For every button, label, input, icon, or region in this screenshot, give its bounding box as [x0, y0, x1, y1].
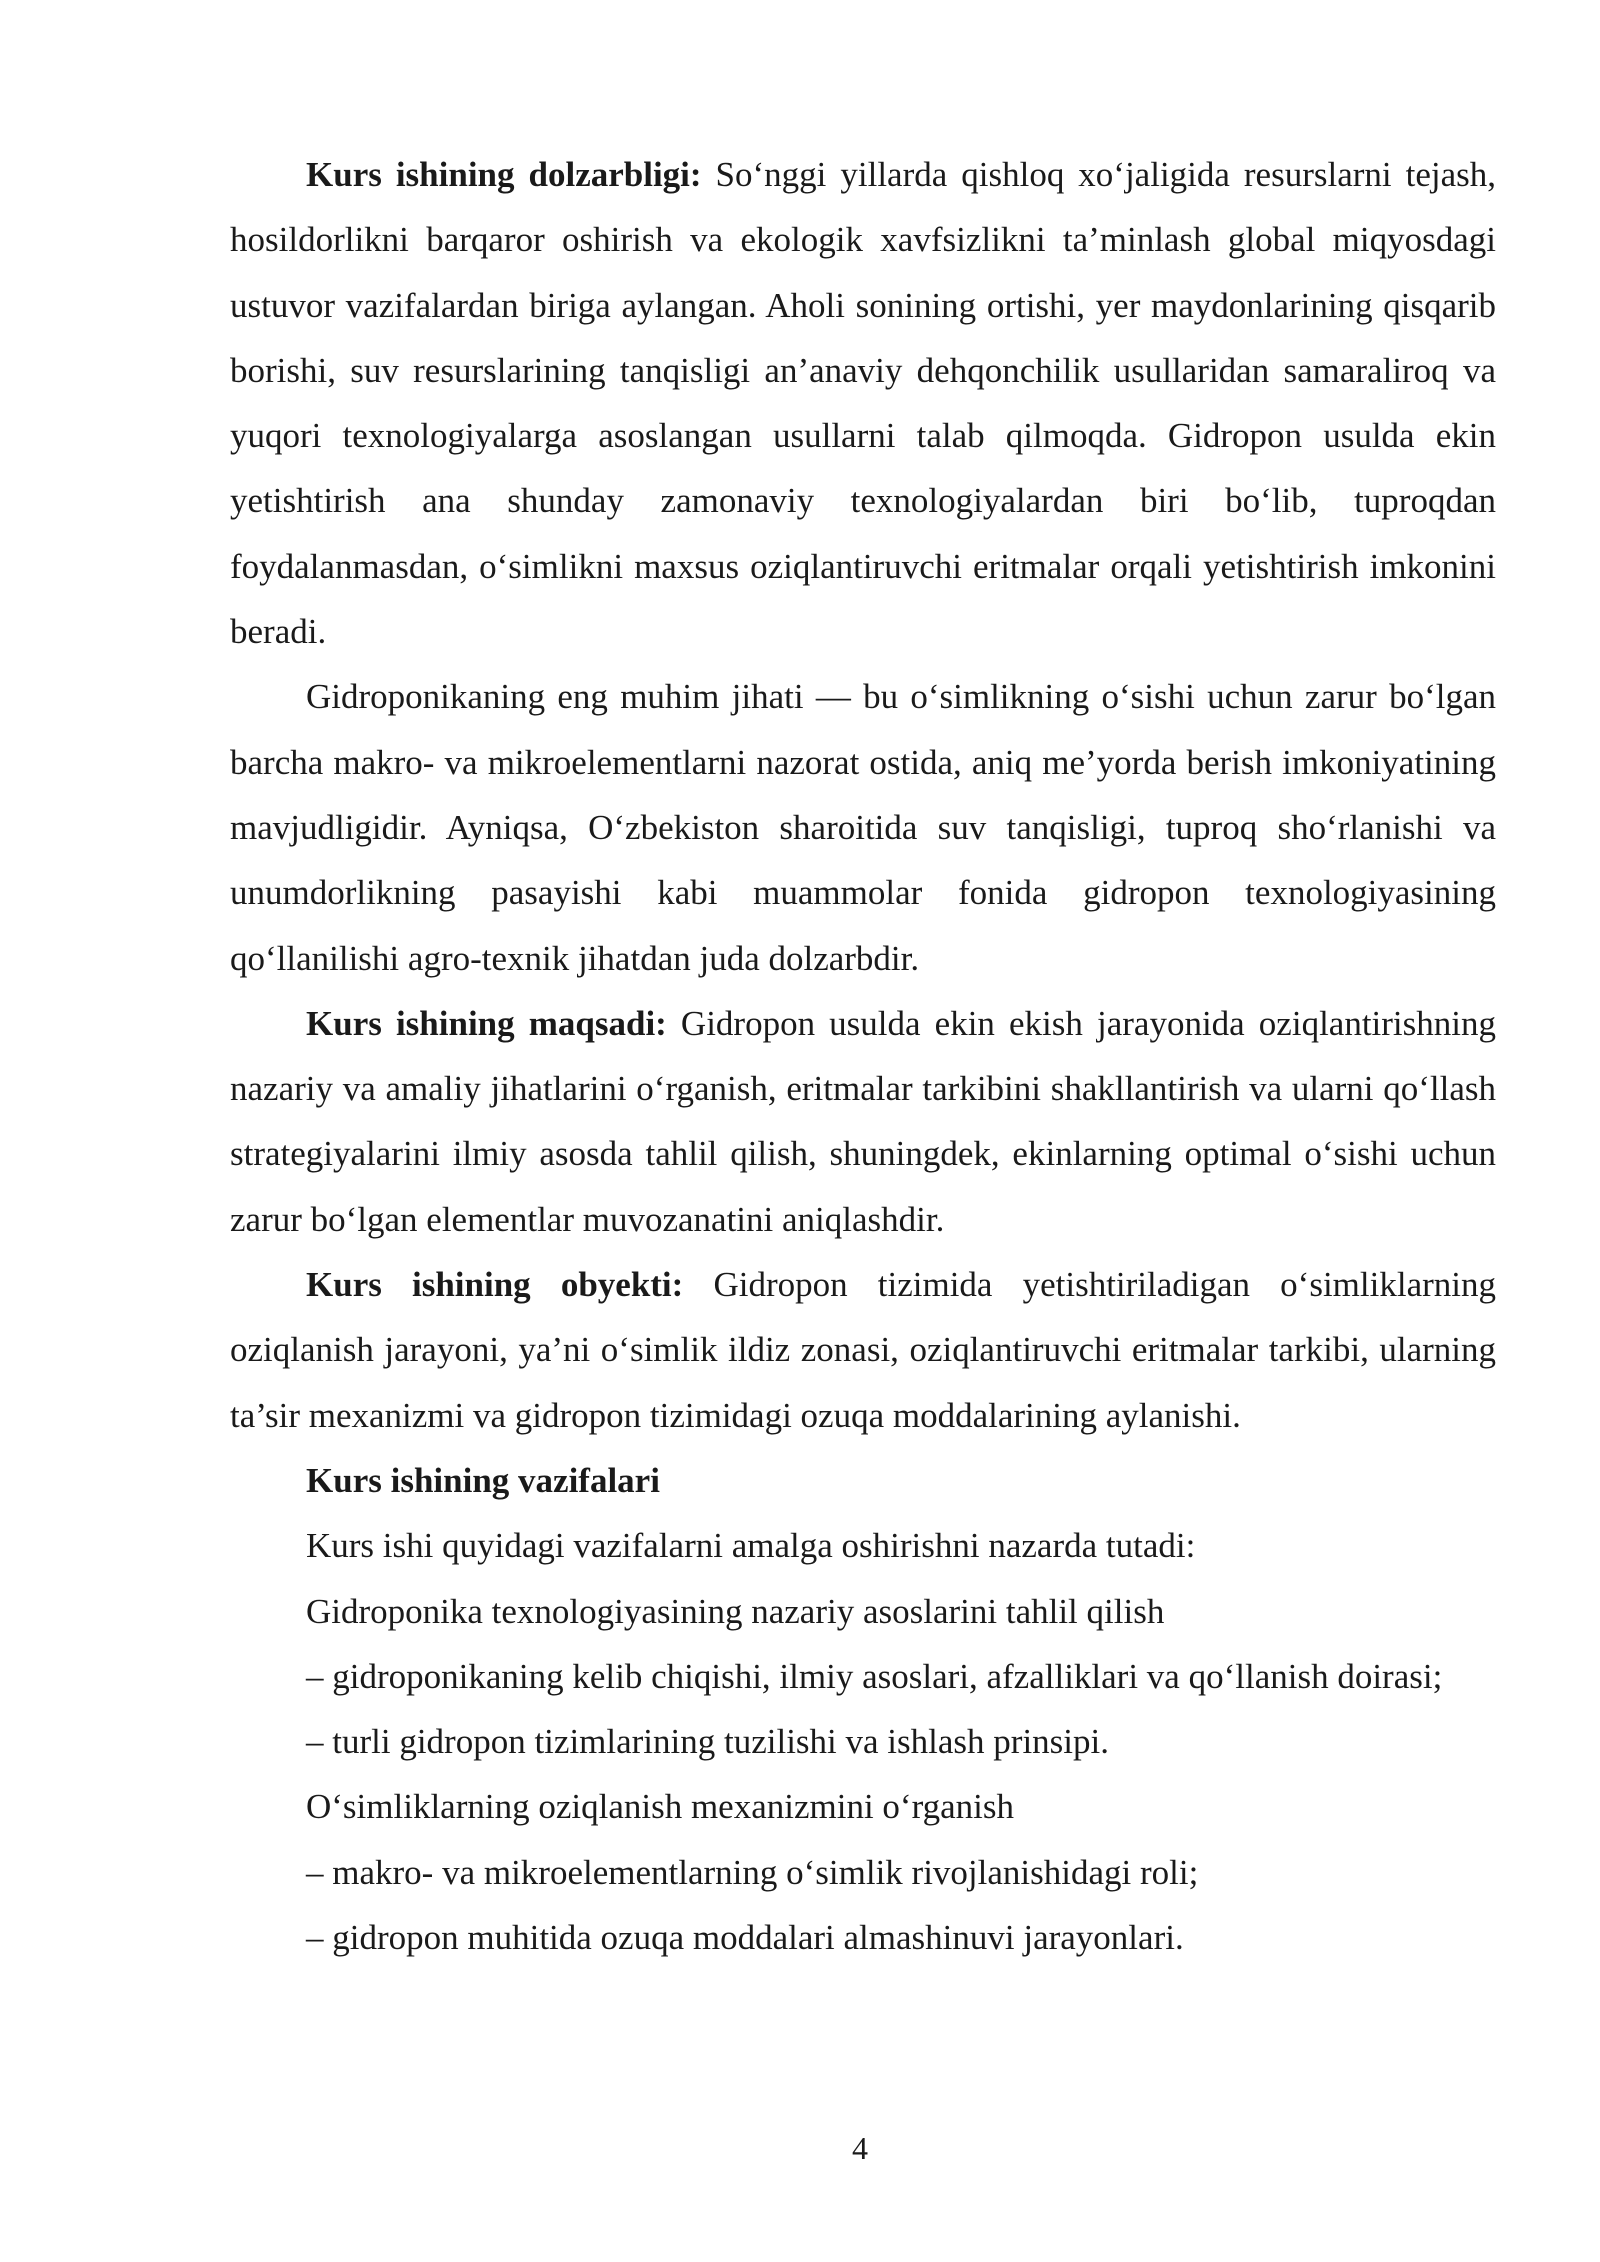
page-number: 4	[852, 2130, 868, 2166]
document-page-body	[230, 142, 1496, 1970]
paragraph-text-maqsadi: Gidropon usulda ekin ekish jarayonida oziqlantirishning nazariy va amaliy jihatlarini o‘rganish, eritmalar tarkibini shakllantirish va ularni qo‘llash strategiyalarini ilmiy asosda tahlil qilish, shuningdek, ekinlarning optimal o‘sishi uchun zarur bo‘lgan elementlar muvozanatini aniqlashdir.	[230, 1003, 1496, 1239]
task-title-2: O‘simliklarning oziqlanish mexanizmini o‘rganish	[306, 1787, 1014, 1827]
paragraph-obyekti	[230, 1252, 1496, 1448]
task-2-list-item: – gidropon muhitida ozuqa moddalari almashinuvi jarayonlari.	[306, 1918, 1184, 1958]
paragraph-dolzarbligi	[230, 142, 1496, 664]
section-heading-vazifalari: Kurs ishining vazifalari	[306, 1460, 660, 1500]
paragraph-lead-obyekti: Kurs ishining obyekti:	[306, 1265, 684, 1305]
task-title-1: Gidroponika texnologiyasining nazariy asoslarini tahlil qilish	[306, 1591, 1165, 1631]
task-2-list-item: – makro- va mikroelementlarning o‘simlik rivojlanishidagi roli;	[306, 1852, 1199, 1892]
paragraph-text-obyekti: Gidropon tizimida yetishtiriladigan o‘simliklarning oziqlanish jarayoni, ya’ni o‘simlik ildiz zonasi, oziqlantiruvchi eritmalar tarkibi, ularning ta’sir mexanizmi va gidropon tizimidagi ozuqa moddalarining aylanishi.	[230, 1265, 1496, 1435]
paragraph-maqsadi	[230, 991, 1496, 1252]
paragraph-lead-maqsadi: Kurs ishining maqsadi:	[306, 1003, 667, 1043]
task-1-list-item: – turli gidropon tizimlarining tuzilishi va ishlash prinsipi.	[306, 1722, 1109, 1762]
paragraph-vazifalari-intro: Kurs ishi quyidagi vazifalarni amalga oshirishni nazarda tutadi:	[306, 1526, 1196, 1566]
paragraph-muhim-jihati: Gidroponikaning eng muhim jihati — bu o‘simlikning o‘sishi uchun zarur bo‘lgan barcha makro- va mikroelementlarni nazorat ostida, aniq me’yorda berish imkoniyatining mavjudligidir. Ayniqsa, O‘zbekiston sharoitida suv tanqisligi, tuproq sho‘rlanishi va unumdorlikning pasayishi kabi muammolar fonida gidropon texnologiyasining qo‘llanilishi agro-texnik jihatdan juda dolzarbdir.	[230, 677, 1496, 978]
paragraph-text-dolzarbligi: So‘nggi yillarda qishloq xo‘jaligida resurslarni tejash, hosildorlikni barqaror oshirish va ekologik xavfsizlikni ta’minlash global miqyosdagi ustuvor vazifalardan biriga aylangan. Aholi sonining ortishi, yer maydonlarining qisqarib borishi, suv resurslarining tanqisligi an’anaviy dehqonchilik usullaridan samaraliroq va yuqori texnologiyalarga asoslangan usullarni talab qilmoqda. Gidropon usulda ekin yetishtirish ana shunday zamonaviy texnologiyalardan biri bo‘lib, tuproqdan foydalanmasdan, o‘simlikni maxsus oziqlantiruvchi eritmalar orqali yetishtirish imkonini beradi.	[230, 155, 1497, 652]
task-1-list-item: – gidroponikaning kelib chiqishi, ilmiy asoslari, afzalliklari va qo‘llanish doirasi;	[306, 1656, 1443, 1696]
paragraph-lead-dolzarbligi: Kurs ishining dolzarbligi:	[306, 155, 702, 194]
